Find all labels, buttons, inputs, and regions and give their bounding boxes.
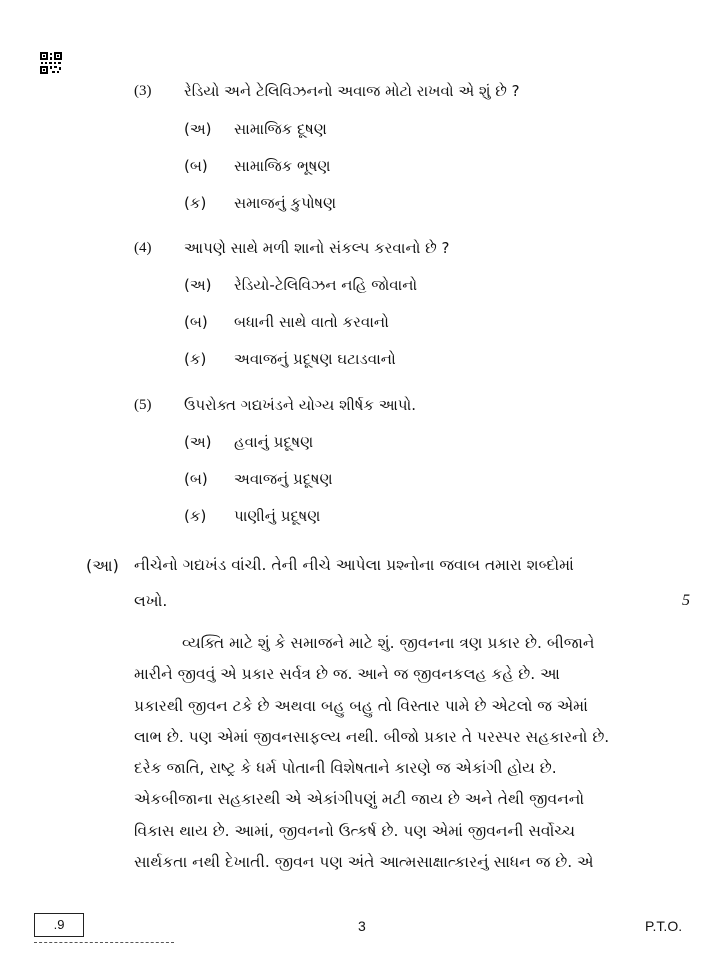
option-label: (અ) — [184, 120, 212, 138]
passage-line: સાર્થકતા નથી દેખાતી. જીવન પણ અંતે આત્મસાક્ષાત્કારનું સાધન જ છે. એ — [134, 853, 594, 872]
option-text: હવાનું પ્રદૂષણ — [234, 433, 314, 451]
option-label: (અ) — [184, 276, 212, 294]
passage-line: દરેક જાતિ, રાષ્ટ્ર કે ધર્મ પોતાની વિશેષતાને કારણે જ એકાંગી હોય છે. — [134, 759, 557, 778]
option-label: (બ) — [184, 470, 208, 488]
option-text: અવાજનું પ્રદૂષણ ઘટાડવાનો — [234, 350, 396, 368]
passage-line: પ્રકારથી જીવન ટકે છે અથવા બહુ બહુ તો વિસ્તાર પામે છે એટલો જ એમાં — [134, 696, 588, 715]
question-number: (4) — [134, 240, 152, 256]
option-text: સમાજનું કુપોષણ — [234, 194, 337, 212]
option-text: રેડિયો-ટેલિવિઝન નહિ જોવાનો — [234, 276, 418, 294]
question-text: આપણે સાથે મળી શાનો સંકલ્પ કરવાનો છે ? — [184, 239, 450, 257]
option-label: (ક) — [184, 350, 207, 368]
question-number: (3) — [134, 83, 152, 99]
option-label: (બ) — [184, 313, 208, 331]
footer-divider — [34, 942, 174, 943]
pto-label: P.T.O. — [645, 918, 683, 934]
passage-line: વ્યક્તિ માટે શું કે સમાજને માટે શું. જીવનના ત્રણ પ્રકાર છે. બીજાને — [182, 634, 595, 652]
passage — [134, 628, 654, 878]
option-text: સામાજિક ભૂષણ — [234, 157, 331, 175]
passage-line: લાભ છે. પણ એમાં જીવનસાફલ્ય નથી. બીજો પ્રકાર તે પરસ્પર સહકારનો છે. — [134, 727, 610, 746]
paper-code: .9 — [34, 913, 84, 937]
marks-value: 5 — [682, 592, 690, 609]
question-text: ઉપરોક્ત ગદ્યખંડને યોગ્ય શીર્ષક આપો. — [184, 396, 417, 414]
option-label: (ક) — [184, 194, 207, 212]
question-number: (5) — [134, 397, 152, 413]
section-label: (આ) — [86, 556, 119, 575]
qr-code-icon — [40, 52, 62, 74]
option-text: પાણીનું પ્રદૂષણ — [234, 507, 321, 525]
option-label: (બ) — [184, 157, 208, 175]
passage-line: એકબીજાના સહકારથી એ એકાંગીપણું મટી જાય છે અને તેથી જીવનનો — [134, 790, 585, 809]
option-text: સામાજિક દૂષણ — [234, 120, 327, 138]
page-number: 3 — [358, 918, 366, 934]
option-text: અવાજનું પ્રદૂષણ — [234, 470, 333, 488]
option-text: બધાની સાથે વાતો કરવાનો — [234, 313, 389, 331]
passage-line: વિકાસ થાય છે. આમાં, જીવનનો ઉત્કર્ષ છે. પણ એમાં જીવનની સર્વોચ્ચ — [134, 821, 575, 840]
question-text: રેડિયો અને ટેલિવિઝનનો અવાજ મોટો રાખવો એ શું છે ? — [184, 82, 520, 100]
option-label: (અ) — [184, 433, 212, 451]
section-instruction: નીચેનો ગદ્યખંડ વાંચી. તેની નીચે આપેલા પ્રશ્નોના જવાબ તમારા શબ્દોમાં — [134, 556, 574, 574]
section-instruction-continued: લખો. — [134, 592, 168, 610]
passage-line: મારીને જીવવું એ પ્રકાર સર્વત્ર છે જ. આને જ જીવનકલહ કહે છે. આ — [134, 665, 560, 684]
option-label: (ક) — [184, 507, 207, 525]
